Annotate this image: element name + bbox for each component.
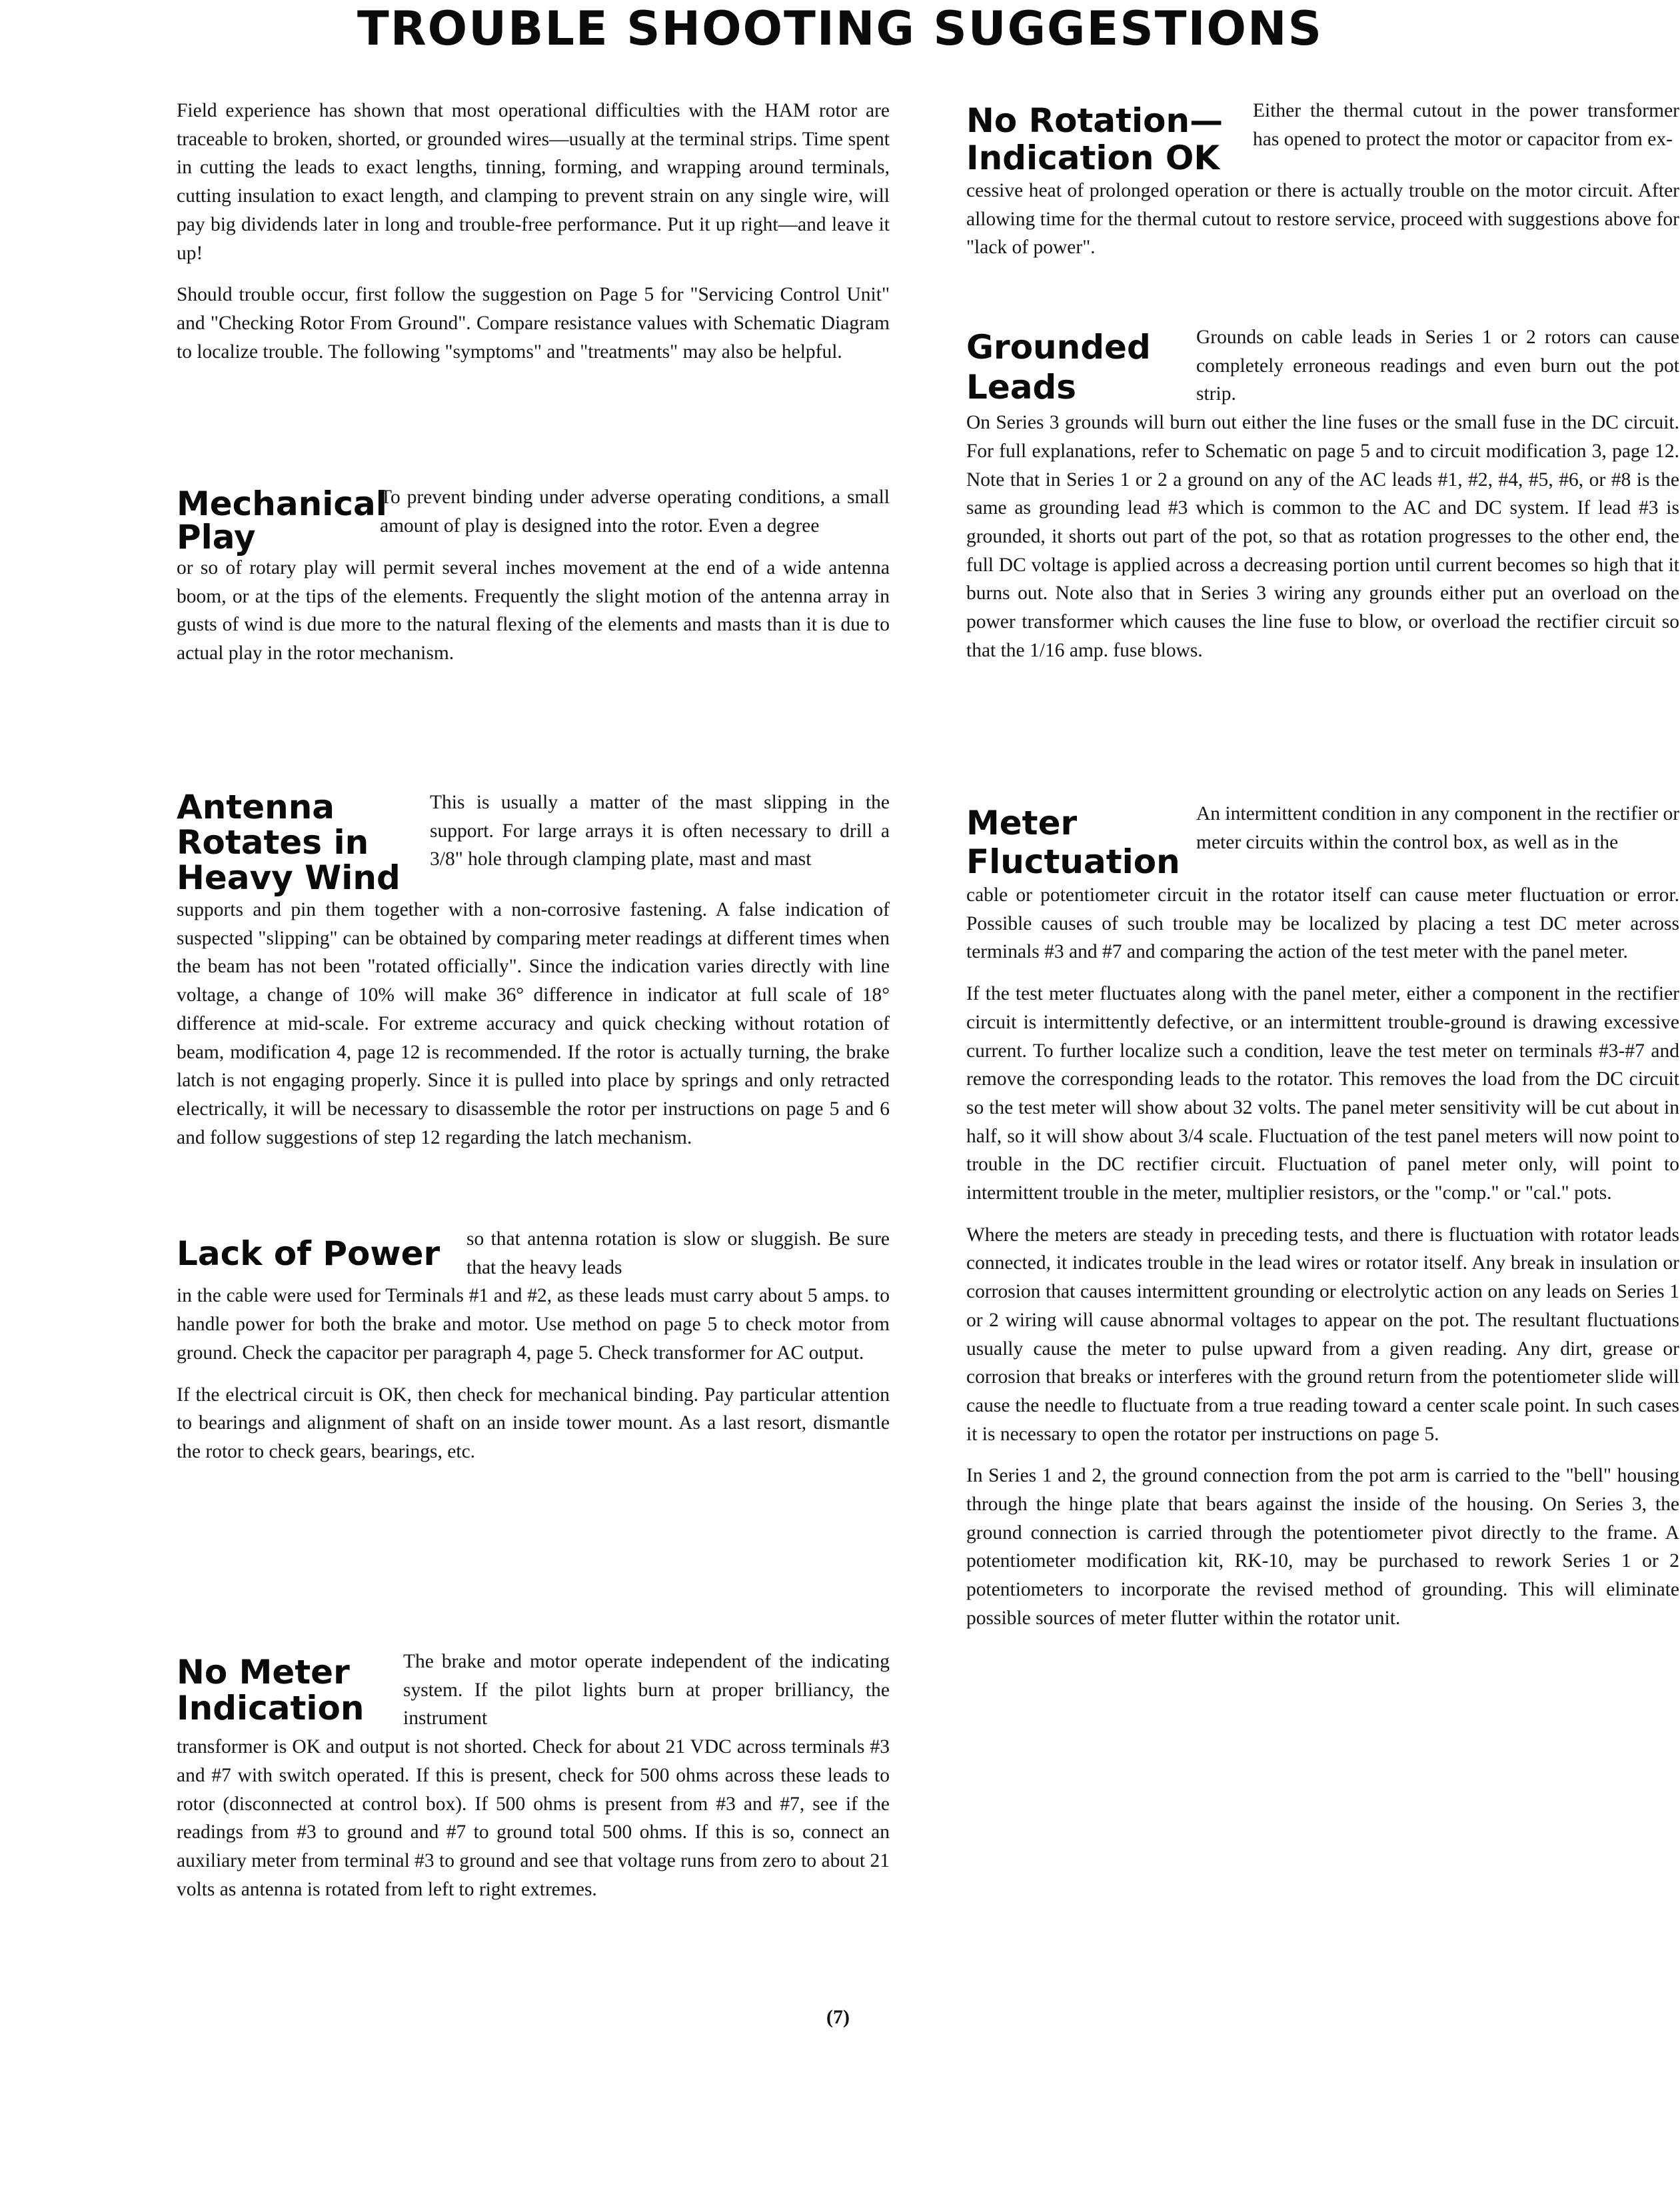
norotation-heading-line-1: No Rotation— — [966, 101, 1224, 140]
grounded-lead: Grounds on cable leads in Series 1 or 2 rotors can cause completely erroneous readings and even burn out the pot strip. — [1196, 327, 1679, 405]
page-title: TROUBLE SHOOTING SUGGESTIONS — [357, 1, 1323, 56]
norotation-heading-row — [966, 97, 1679, 177]
nometer-heading-line-2: Indication — [177, 1689, 365, 1727]
section-mechanical-play — [177, 483, 890, 668]
nometer-body: transformer is OK and output is not shorted. Check for about 21 VDC across terminals #3 and #7 with switch operated. If this is present, check for 500 ohms across these leads to rotor (disconnected at control box). If 500 ohms is present from #3 and #7, see if the readings from #3 to ground and #7 to ground total 500 ohms. If this is so, connect an auxiliary meter from terminal #3 to ground and see that voltage runs from zero to about 21 volts as antenna is rotated from left to right extremes. — [177, 1736, 890, 1900]
mechanical-lead: To prevent binding under adverse operating conditions, a small amount of play is designed into the rotor. Even a degree — [380, 487, 890, 537]
intro-section — [177, 97, 890, 366]
norotation-body: cessive heat of prolonged operation or there is actually trouble on the motor circuit. After allowing time for the thermal cutout to restore service, proceed with suggestions above for "lack of power". — [966, 180, 1679, 259]
antenna-heading-line-2: Rotates in — [177, 823, 369, 862]
nometer-lead: The brake and motor operate independent of the indicating system. If the pilot lights burn at proper brilliancy, the instrument — [403, 1651, 890, 1729]
section-no-meter-indication — [177, 1647, 890, 1903]
meter-body: cable or potentiometer circuit in the rotator itself can cause meter fluctuation or error. Possible causes of such trouble may be localized by placing a test DC meter across terminals #3 and #7 and comparing the action of the test meter with the panel meter. — [966, 884, 1679, 963]
meter-paragraph-4: In Series 1 and 2, the ground connection from the pot arm is carried to the "bell" housing through the hinge plate that bears against the inside of the housing. On Series 3, the ground connection is carried through the potentiometer pivot directly to the frame. A potentiometer modification kit, RK-10, may be purchased to rework Series 1 or 2 potentiometers to incorporate the revised method of grounding. This will eliminate possible sources of meter flutter within the rotator unit. — [966, 1465, 1679, 1629]
mechanical-heading-row — [177, 483, 890, 554]
grounded-heading — [966, 323, 1196, 407]
nometer-heading-line-1: No Meter — [177, 1653, 350, 1691]
mechanical-heading-line-2: Play — [177, 518, 256, 556]
lack-heading: Lack of Power — [177, 1234, 440, 1273]
antenna-heading — [177, 788, 430, 896]
antenna-body: supports and pin them together with a non-corrosive fastening. A false indication of suspected "slipping" can be obtained by comparing meter readings at different times when the beam has not been "rotated officially". Since the indication varies directly with line voltage, a change of 10% will make 36° difference in indicator at full scale of 18° difference at mid-scale. For extreme accuracy and quick checking without rotation of beam, modification 4, page 12 is recommended. If the rotor is actually turning, the brake latch is not engaging properly. Since it is pulled into place by springs and only retracted electrically, it will be necessary to disassemble the rotor per instructions on page 5 and 6 and follow suggestions of step 12 regarding the latch mechanism. — [177, 899, 890, 1148]
grounded-heading-row — [966, 323, 1679, 409]
lack-heading-row — [177, 1225, 890, 1282]
meter-heading — [966, 800, 1196, 881]
section-no-rotation — [966, 97, 1679, 262]
nometer-heading-row — [177, 1647, 890, 1733]
intro-paragraph-1: Field experience has shown that most operational difficulties with the HAM rotor are traceable to broken, shorted, or grounded wires—usually at the terminal strips. Time spent in cutting the leads to exact lengths, tinning, forming, and wrapping around terminals, cutting insulation to exact length, and clamping to prevent strain on any single wire, will pay big dividends later in long and trouble-free performance. Put it up right—and leave it up! — [177, 100, 890, 264]
mechanical-heading-line-1: Mechanical — [177, 485, 387, 523]
section-grounded-leads — [966, 323, 1679, 664]
meter-lead: An intermittent condition in any component in the rectifier or meter circuits within the control box, as well as in the — [1196, 803, 1680, 853]
section-antenna-rotates — [177, 788, 890, 1152]
page-number: (7) — [826, 2006, 850, 2028]
lack-body-2: If the electrical circuit is OK, then check for mechanical binding. Pay particular attention to bearings and alignment of shaft on an inside tower mount. As a last resort, dismantle the rotor to check gears, bearings, etc. — [177, 1384, 890, 1462]
mechanical-heading — [177, 483, 387, 556]
meter-heading-line-2: Fluctuation — [966, 842, 1180, 881]
section-lack-of-power — [177, 1225, 890, 1466]
antenna-heading-line-3: Heavy Wind — [177, 858, 401, 897]
meter-paragraph-2: If the test meter fluctuates along with the panel meter, either a component in the rectifier circuit is intermittently defective, or an intermittent trouble-ground is drawing excessive current. To further localize such a condition, leave the test meter on terminals #3-#7 and remove the corresponding leads to the rotator. This removes the load from the DC circuit so the test meter will show about 32 volts. The panel meter sensitivity will be cut about in half, so it will show about 3/4 scale. Fluctuation of the test panel meters will now point to trouble in the DC rectifier circuit. Fluctuation of panel meter only, will point to intermittent trouble in the meter, multiplier resistors, or the "comp." or "cal." pots. — [966, 983, 1679, 1204]
meter-heading-row — [966, 800, 1679, 881]
lack-lead: so that antenna rotation is slow or sluggish. Be sure that the heavy leads — [466, 1228, 890, 1278]
lack-body: in the cable were used for Terminals #1 and #2, as these leads must carry about 5 amps. to handle power for both the brake and motor. Use method on page 5 to check motor from ground. Check the capacitor per paragraph 4, page 5. Check transformer for AC output. — [177, 1285, 890, 1364]
antenna-heading-line-1: Antenna — [177, 788, 335, 826]
grounded-heading-line-2: Leads — [966, 368, 1077, 407]
nometer-heading — [177, 1647, 403, 1726]
antenna-heading-row — [177, 788, 890, 896]
meter-paragraph-3: Where the meters are steady in preceding tests, and there is fluctuation with rotator leads connected, it indicates trouble in the lead wires or rotator itself. Any break in insulation or corrosion that causes intermittent grounding or electrolytic action on any leads on Series 1 or 2 wiring will cause abnormal voltages to appear on the pot. The resultant fluctuations usually cause the meter to pulse upward from a given reading. Any dirt, grease or corrosion that breaks or interferes with the ground return from the potentiometer slide will cause the needle to fluctuate from a true reading toward a center scale point. In such cases it is necessary to open the rotator per instructions on page 5. — [966, 1224, 1679, 1445]
norotation-heading-line-2: Indication OK — [966, 139, 1220, 177]
section-meter-fluctuation — [966, 800, 1679, 1633]
norotation-heading — [966, 97, 1253, 177]
grounded-body: On Series 3 grounds will burn out either the line fuses or the small fuse in the DC circuit. For full explanations, refer to Schematic on page 5 and to circuit modification 3, page 12. Note that in Series 1 or 2 a ground on any of the AC leads #1, #2, #4, #5, #6, or #8 is the same as grounding lead #3 which is common to the AC and DC system. If lead #3 is grounded, it shorts out part of the pot, so that as rotation progresses to the other end, the full DC voltage is applied across a decreasing portion until current becomes so high that it burns out. Note also that in Series 3 wiring any grounds either put an overload on the power transformer which causes the line fuse to blow, or overload the rectifier circuit so that the 1/16 amp. fuse blows. — [966, 412, 1679, 661]
mechanical-body: or so of rotary play will permit several inches movement at the end of a wide antenna boom, or at the tips of the elements. Frequently the slight motion of the antenna array in gusts of wind is due more to the natural flexing of the elements and masts than it is due to actual play in the rotor mechanism. — [177, 557, 890, 664]
antenna-lead: This is usually a matter of the mast slipping in the support. For large arrays it is often necessary to drill a 3/8" hole through clamping plate, mast and mast — [430, 792, 890, 870]
intro-paragraph-2: Should trouble occur, first follow the suggestion on Page 5 for "Servicing Control Unit" and "Checking Rotor From Ground". Compare resistance values with Schematic Diagram to localize trouble. The following "symptoms" and "treatments" may also be helpful. — [177, 284, 890, 363]
meter-heading-line-1: Meter — [966, 804, 1078, 842]
norotation-lead: Either the thermal cutout in the power transformer has opened to protect the motor or capacitor from ex- — [1253, 100, 1679, 150]
grounded-heading-line-1: Grounded — [966, 328, 1151, 367]
